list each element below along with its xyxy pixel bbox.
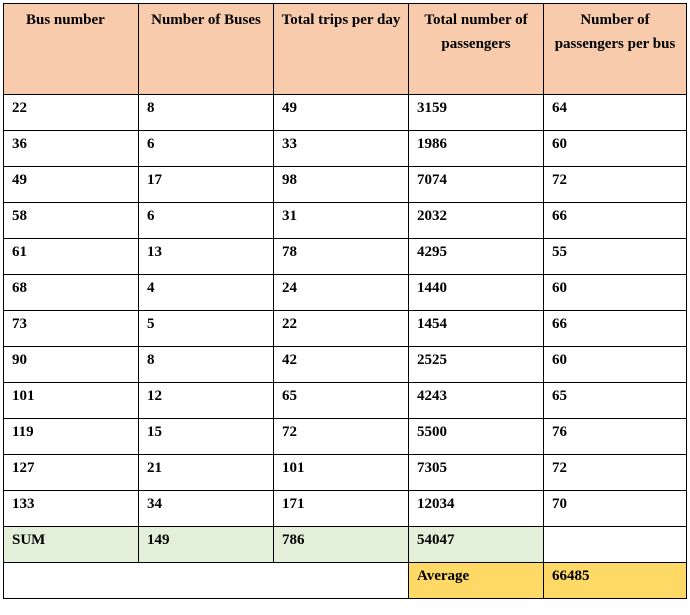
table-row <box>4 455 687 491</box>
cell-total-trips: 49 <box>274 95 409 131</box>
bus-data-table <box>3 3 687 599</box>
average-label: Average <box>409 563 544 599</box>
cell-bus-number: 49 <box>4 167 139 203</box>
table-row <box>4 311 687 347</box>
table-row <box>4 419 687 455</box>
cell-passengers-per-bus: 60 <box>544 347 687 383</box>
sum-row <box>4 527 687 563</box>
cell-total-passengers: 1454 <box>409 311 544 347</box>
table-row <box>4 347 687 383</box>
header-total-passengers: Total number of passengers <box>409 4 544 95</box>
cell-total-passengers: 1986 <box>409 131 544 167</box>
cell-bus-number: 22 <box>4 95 139 131</box>
cell-bus-number: 61 <box>4 239 139 275</box>
cell-passengers-per-bus: 72 <box>544 455 687 491</box>
cell-passengers-per-bus: 66 <box>544 203 687 239</box>
cell-total-passengers: 2525 <box>409 347 544 383</box>
cell-total-passengers: 4295 <box>409 239 544 275</box>
cell-number-of-buses: 12 <box>139 383 274 419</box>
cell-total-passengers: 3159 <box>409 95 544 131</box>
cell-total-trips: 98 <box>274 167 409 203</box>
header-bus-number: Bus number <box>4 4 139 95</box>
cell-bus-number: 133 <box>4 491 139 527</box>
cell-number-of-buses: 5 <box>139 311 274 347</box>
average-row-blank <box>4 563 409 599</box>
table-row <box>4 95 687 131</box>
table-row <box>4 203 687 239</box>
cell-total-passengers: 4243 <box>409 383 544 419</box>
cell-number-of-buses: 8 <box>139 347 274 383</box>
table-row <box>4 239 687 275</box>
cell-passengers-per-bus: 70 <box>544 491 687 527</box>
cell-number-of-buses: 34 <box>139 491 274 527</box>
average-value: 66485 <box>544 563 687 599</box>
cell-total-trips: 22 <box>274 311 409 347</box>
cell-number-of-buses: 4 <box>139 275 274 311</box>
cell-total-trips: 24 <box>274 275 409 311</box>
table-row <box>4 383 687 419</box>
sum-number-of-buses: 149 <box>139 527 274 563</box>
cell-total-trips: 42 <box>274 347 409 383</box>
cell-bus-number: 90 <box>4 347 139 383</box>
cell-passengers-per-bus: 64 <box>544 95 687 131</box>
cell-number-of-buses: 8 <box>139 95 274 131</box>
cell-total-passengers: 7074 <box>409 167 544 203</box>
sum-total-passengers: 54047 <box>409 527 544 563</box>
cell-bus-number: 68 <box>4 275 139 311</box>
cell-total-trips: 31 <box>274 203 409 239</box>
cell-total-passengers: 12034 <box>409 491 544 527</box>
cell-number-of-buses: 17 <box>139 167 274 203</box>
sum-passengers-per-bus <box>544 527 687 563</box>
table-row <box>4 275 687 311</box>
cell-total-trips: 72 <box>274 419 409 455</box>
cell-bus-number: 101 <box>4 383 139 419</box>
cell-number-of-buses: 21 <box>139 455 274 491</box>
cell-total-passengers: 2032 <box>409 203 544 239</box>
cell-bus-number: 119 <box>4 419 139 455</box>
cell-total-passengers: 5500 <box>409 419 544 455</box>
header-passengers-per-bus: Number of passengers per bus <box>544 4 687 95</box>
table-row <box>4 167 687 203</box>
cell-number-of-buses: 15 <box>139 419 274 455</box>
table-row <box>4 131 687 167</box>
cell-bus-number: 73 <box>4 311 139 347</box>
table-row <box>4 491 687 527</box>
average-row <box>4 563 687 599</box>
cell-total-passengers: 7305 <box>409 455 544 491</box>
cell-passengers-per-bus: 60 <box>544 275 687 311</box>
cell-passengers-per-bus: 60 <box>544 131 687 167</box>
cell-number-of-buses: 6 <box>139 131 274 167</box>
cell-total-passengers: 1440 <box>409 275 544 311</box>
cell-passengers-per-bus: 65 <box>544 383 687 419</box>
cell-total-trips: 65 <box>274 383 409 419</box>
cell-number-of-buses: 13 <box>139 239 274 275</box>
cell-bus-number: 36 <box>4 131 139 167</box>
header-row <box>4 4 687 95</box>
cell-bus-number: 127 <box>4 455 139 491</box>
sum-total-trips: 786 <box>274 527 409 563</box>
cell-total-trips: 33 <box>274 131 409 167</box>
cell-bus-number: 58 <box>4 203 139 239</box>
header-number-of-buses: Number of Buses <box>139 4 274 95</box>
sum-label: SUM <box>4 527 139 563</box>
cell-total-trips: 171 <box>274 491 409 527</box>
cell-total-trips: 78 <box>274 239 409 275</box>
cell-passengers-per-bus: 55 <box>544 239 687 275</box>
cell-passengers-per-bus: 72 <box>544 167 687 203</box>
cell-number-of-buses: 6 <box>139 203 274 239</box>
cell-passengers-per-bus: 76 <box>544 419 687 455</box>
header-total-trips: Total trips per day <box>274 4 409 95</box>
cell-total-trips: 101 <box>274 455 409 491</box>
cell-passengers-per-bus: 66 <box>544 311 687 347</box>
